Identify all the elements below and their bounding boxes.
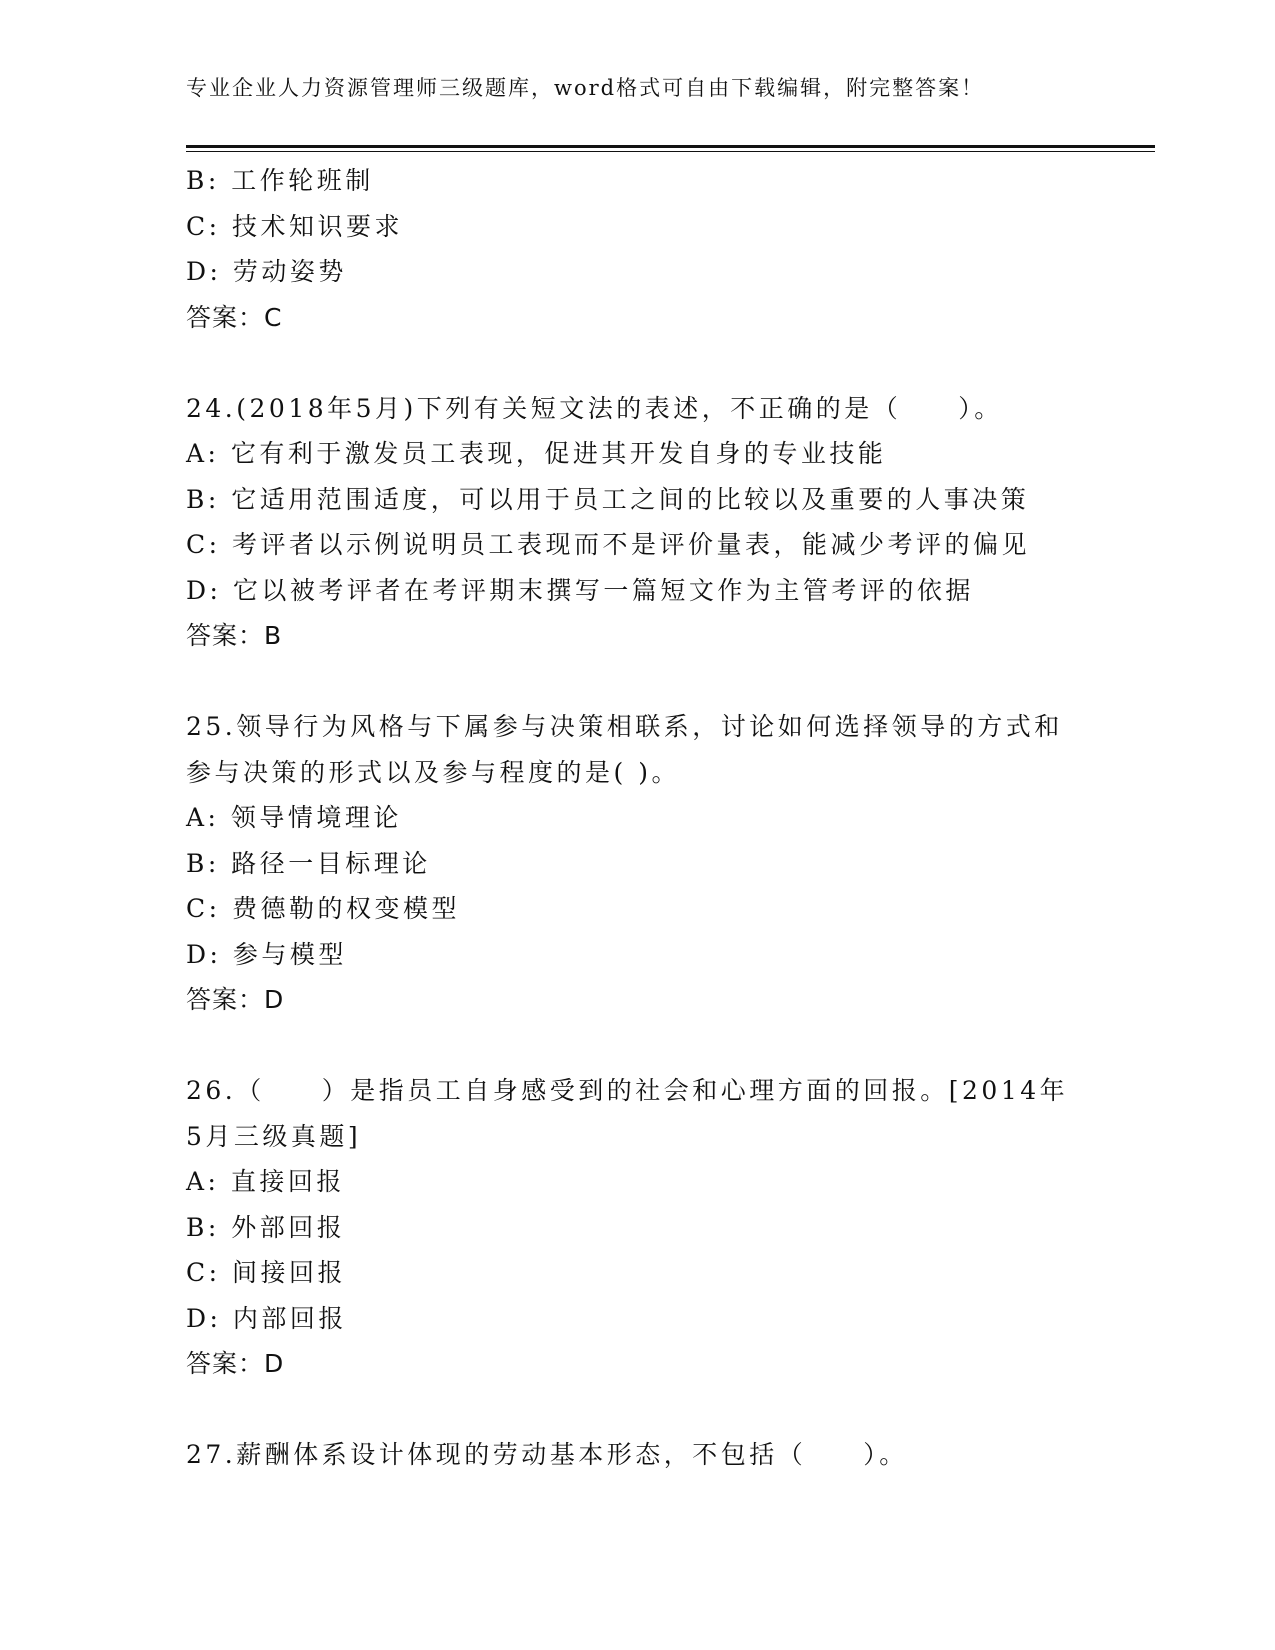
option-b: B: 工作轮班制 xyxy=(186,166,374,195)
option-b: B: 路径一目标理论 xyxy=(186,848,431,878)
option-a: A: 直接回报 xyxy=(186,1167,345,1196)
page-header: 专业企业人力资源管理师三级题库，word格式可自由下载编辑，附完整答案！ xyxy=(186,76,985,100)
option-d: D: 劳动姿势 xyxy=(186,257,347,286)
question-stem: 27.薪酬体系设计体现的劳动基本形态，不包括（ ）。 xyxy=(186,1440,908,1469)
question-stem-continued: 5月三级真题] xyxy=(186,1121,362,1151)
question-content xyxy=(186,158,1086,1478)
question-stem-continued: 参与决策的形式以及参与程度的是( )。 xyxy=(186,757,680,787)
answer-line: 答案：D xyxy=(186,1349,285,1378)
option-c: C: 间接回报 xyxy=(186,1258,346,1287)
option-d: D: 内部回报 xyxy=(186,1303,347,1333)
spacer xyxy=(186,1387,1086,1433)
option-c: C: 考评者以示例说明员工表现而不是评价量表，能减少考评的偏见 xyxy=(186,530,1031,559)
question-stem: 26.（ ）是指员工自身感受到的社会和心理方面的回报。[2014年 xyxy=(186,1076,1069,1105)
answer-line: 答案：C xyxy=(186,302,283,332)
option-a: A: 领导情境理论 xyxy=(186,803,402,832)
option-b: B: 它适用范围适度，可以用于员工之间的比较以及重要的人事决策 xyxy=(186,484,1030,514)
question-stem: 24.(2018年5月)下列有关短文法的表述，不正确的是（ ）。 xyxy=(186,393,1003,423)
option-a: A: 它有利于激发员工表现，促进其开发自身的专业技能 xyxy=(186,439,887,468)
option-b: B: 外部回报 xyxy=(186,1212,346,1242)
answer-line: 答案：B xyxy=(186,621,283,650)
spacer xyxy=(186,340,1086,386)
header-rule-thick xyxy=(186,145,1155,148)
option-d: D: 它以被考评者在考评期末撰写一篇短文作为主管考评的依据 xyxy=(186,575,974,605)
spacer xyxy=(186,659,1086,705)
question-stem: 25.领导行为风格与下属参与决策相联系，讨论如何选择领导的方式和 xyxy=(186,712,1063,741)
option-d: D: 参与模型 xyxy=(186,939,347,969)
header-rule-thin xyxy=(186,151,1155,152)
option-c: C: 技术知识要求 xyxy=(186,211,403,241)
spacer xyxy=(186,1023,1086,1069)
option-c: C: 费德勒的权变模型 xyxy=(186,894,460,923)
answer-line: 答案：D xyxy=(186,985,285,1014)
